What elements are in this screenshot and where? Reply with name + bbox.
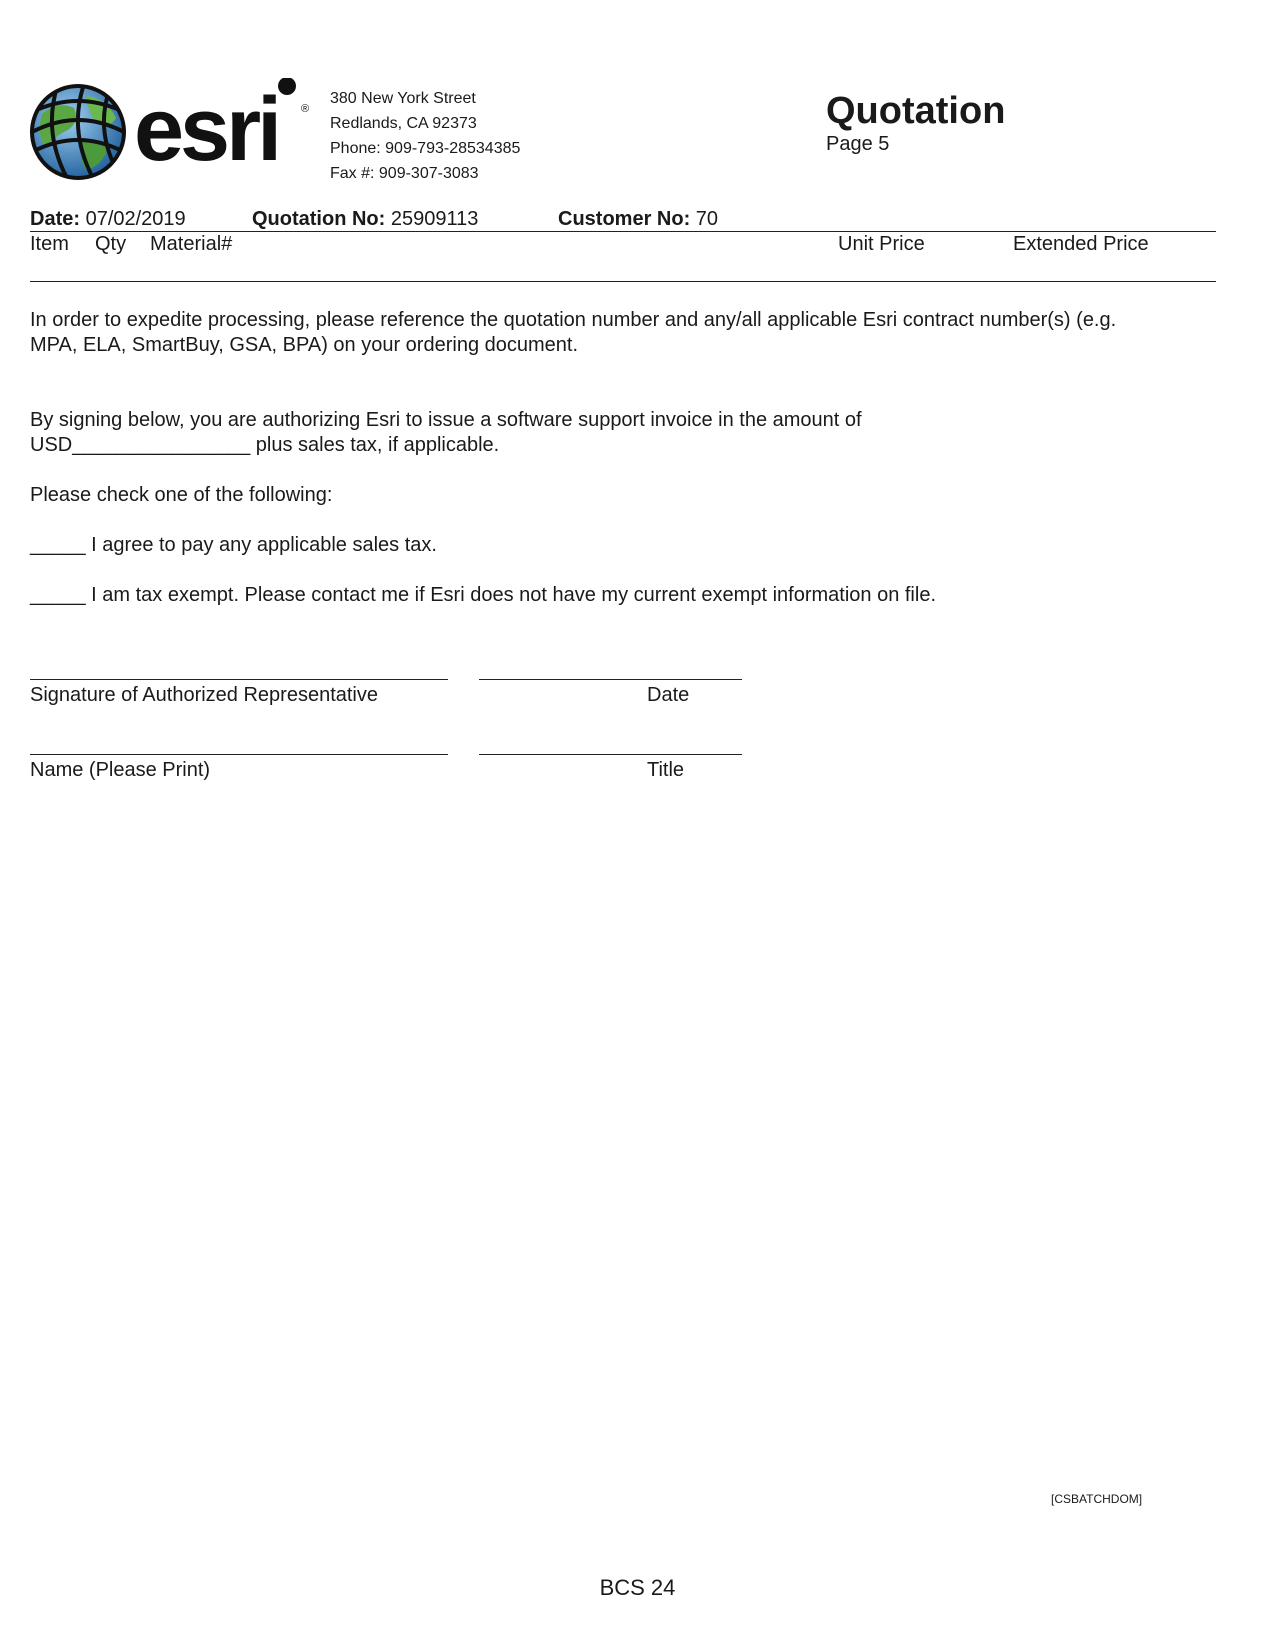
- name-line: [30, 754, 448, 755]
- address-phone: Phone: 909-793-28534385: [330, 140, 521, 157]
- date-line: [479, 679, 742, 680]
- signing-line-1: By signing below, you are authorizing Esri to issue a software support invoice in the amount of: [30, 409, 862, 431]
- company-address: [330, 86, 520, 186]
- signature-line: [30, 679, 448, 680]
- batch-code: [CSBATCHDOM]: [1051, 1492, 1143, 1506]
- divider: [30, 281, 1216, 282]
- column-header-material: Material#: [150, 233, 233, 255]
- globe-icon: [32, 84, 124, 180]
- esri-logo: [28, 78, 328, 186]
- signing-line-2: USD________________ plus sales tax, if applicable.: [30, 434, 500, 456]
- expedite-line-2: MPA, ELA, SmartBuy, GSA, BPA) on your ordering document.: [30, 334, 579, 356]
- expedite-instructions: [30, 308, 1116, 358]
- quotation-number-value: 25909113: [390, 208, 479, 230]
- customer-number-field: [558, 208, 718, 231]
- signature-date-label: Date: [647, 684, 690, 706]
- check-prompt: Please check one of the following:: [30, 484, 333, 506]
- column-header-unit-price: Unit Price: [838, 233, 925, 255]
- column-header-extended-price: Extended Price: [1013, 233, 1149, 255]
- title-label: Title: [647, 759, 685, 781]
- address-city: Redlands, CA 92373: [330, 115, 477, 132]
- date-field: [30, 208, 186, 231]
- option-tax-exempt: _____ I am tax exempt. Please contact me if Esri does not have my current exempt information on file.: [30, 584, 936, 606]
- name-label: Name (Please Print): [30, 759, 211, 781]
- customer-number-label: Customer No:: [558, 208, 691, 230]
- divider: [30, 231, 1216, 232]
- date-value: 07/02/2019: [85, 208, 186, 230]
- page-number: Page 5: [826, 133, 890, 155]
- quotation-number-label: Quotation No:: [252, 208, 386, 230]
- option-agree-sales-tax: _____ I agree to pay any applicable sales tax.: [30, 534, 437, 556]
- page-footer: BCS 24: [599, 1575, 676, 1600]
- address-fax: Fax #: 909-307-3083: [330, 165, 479, 182]
- logo-wordmark: esri: [134, 80, 279, 180]
- svg-text:®: ®: [301, 103, 310, 115]
- customer-number-value: 70: [695, 208, 719, 230]
- column-header-item: Item: [30, 233, 69, 255]
- signature-label: Signature of Authorized Representative: [30, 684, 378, 706]
- title-line: [479, 754, 742, 755]
- date-label: Date:: [30, 208, 81, 230]
- address-street: 380 New York Street: [330, 90, 476, 107]
- document-title: Quotation: [826, 90, 1006, 132]
- column-header-qty: Qty: [95, 233, 127, 255]
- quotation-number-field: [252, 208, 478, 231]
- expedite-line-1: In order to expedite processing, please reference the quotation number and any/all applicable Esri contract number(s) (e.g.: [30, 309, 1117, 331]
- signing-authorization: [30, 408, 862, 458]
